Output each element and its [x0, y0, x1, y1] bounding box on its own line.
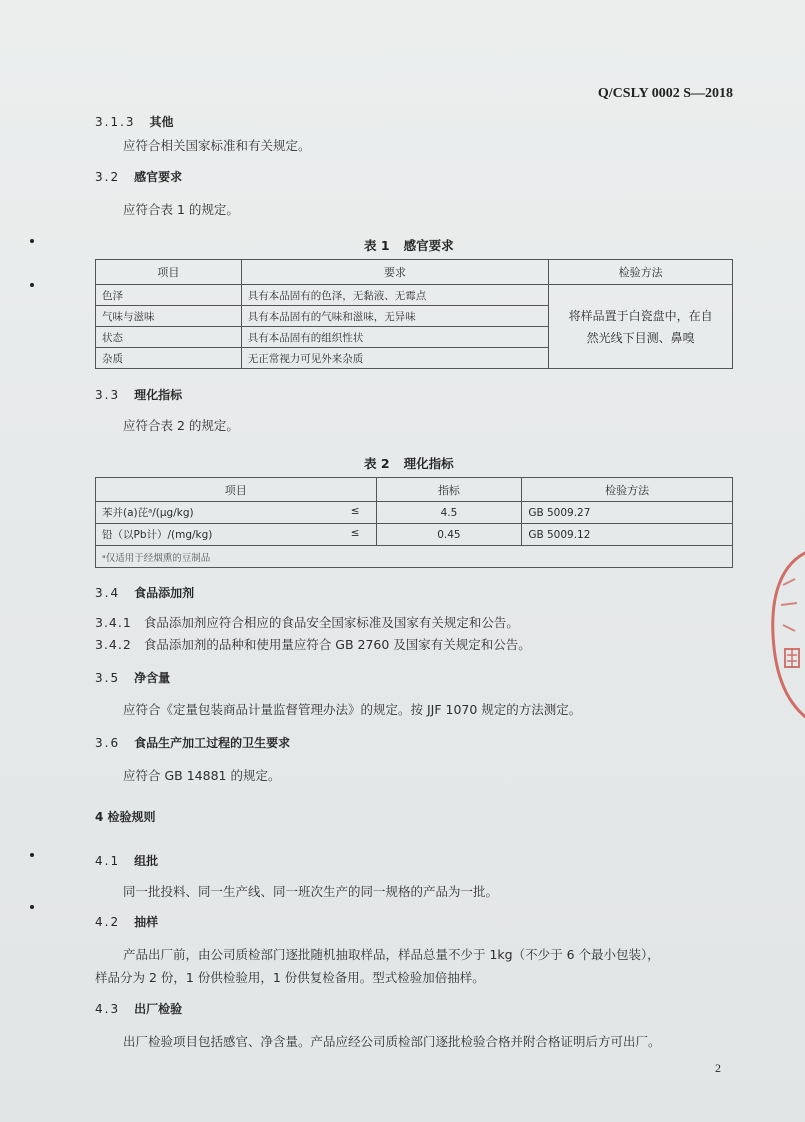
table1-caption — [364, 236, 454, 254]
binding-hole-mark — [30, 283, 34, 287]
heading-3-4 — [95, 584, 194, 601]
column-header: 要求 — [241, 260, 548, 285]
table1-caption-number: 表 1 — [364, 238, 390, 253]
table-cell-item: 状态 — [96, 327, 242, 348]
table-cell-requirement: 无正常视力可见外来杂质 — [241, 348, 548, 369]
section-number: 4.3 — [95, 1002, 121, 1016]
section-number: 4.1 — [95, 854, 121, 868]
section-number: 3.5 — [95, 671, 121, 685]
table-cell-item — [96, 502, 377, 524]
section-number: 3.4 — [95, 586, 121, 600]
physicochemical-table — [95, 477, 733, 568]
column-header: 指标 — [376, 478, 522, 502]
binding-hole-mark — [30, 239, 34, 243]
less-equal-symbol: ≤ — [350, 505, 360, 517]
heading-3-5 — [95, 669, 170, 686]
table-note-row — [96, 546, 733, 568]
paragraph-3-4-2 — [95, 635, 531, 653]
table-cell-item: 色泽 — [96, 285, 242, 306]
table-row — [96, 524, 733, 546]
paragraph-4-3: 出厂检验项目包括感官、净含量。产品应经公司质检部门逐批检验合格并附合格证明后方可出厂。 — [123, 1034, 661, 1049]
paragraph-3-4-1 — [95, 613, 519, 631]
section-title: 理化指标 — [134, 388, 183, 402]
method-text-line: 然光线下目测、鼻嗅 — [586, 330, 695, 345]
heading-4: 4 检验规则 — [95, 810, 156, 824]
heading-4-3 — [95, 1000, 182, 1017]
table-row — [96, 502, 733, 524]
table-cell-value: 0.45 — [376, 524, 522, 546]
red-seal-stamp — [761, 545, 805, 725]
heading-3-1-3 — [95, 113, 174, 130]
section-title: 净含量 — [134, 671, 171, 685]
table-cell-requirement: 具有本品固有的色泽，无黏液、无霉点 — [241, 285, 548, 306]
binding-hole-mark — [30, 905, 34, 909]
paragraph-3-6: 应符合 GB 14881 的规定。 — [123, 768, 281, 783]
document-code: Q/CSLY 0002 S—2018 — [597, 86, 733, 101]
method-text-line: 将样品置于白瓷盘中，在自 — [568, 308, 713, 323]
less-equal-symbol: ≤ — [350, 527, 360, 539]
paragraph-3-2: 应符合表 1 的规定。 — [123, 202, 239, 217]
table2-caption-number: 表 2 — [364, 456, 390, 471]
table2-caption — [364, 454, 454, 472]
section-title: 感官要求 — [134, 170, 183, 184]
section-title: 组批 — [134, 854, 159, 868]
column-header: 检验方法 — [549, 260, 733, 285]
paragraph-3-5: 应符合《定量包装商品计量监督管理办法》的规定。按 JJF 1070 规定的方法测定。 — [123, 702, 582, 717]
table-cell-method — [549, 285, 733, 369]
table-cell-item: 杂质 — [96, 348, 242, 369]
section-number: 3.2 — [95, 170, 121, 184]
table-cell-item: 气味与滋味 — [96, 306, 242, 327]
paragraph-4-1: 同一批投料、同一生产线、同一班次生产的同一规格的产品为一批。 — [123, 884, 499, 899]
paragraph-4-2-line2: 样品分为 2 份，1 份供检验用，1 份供复检备用。型式检验加倍抽样。 — [95, 970, 485, 985]
section-number: 3.4.2 — [95, 637, 132, 652]
sensory-requirements-table — [95, 259, 733, 369]
table-header-row — [96, 478, 733, 502]
section-number: 3.3 — [95, 388, 121, 402]
column-header: 项目 — [96, 478, 377, 502]
section-title: 抽样 — [134, 915, 159, 929]
section-number: 3.6 — [95, 736, 121, 750]
paragraph-3-3: 应符合表 2 的规定。 — [123, 418, 239, 433]
item-name: 苯并(a)芘ᵃ/(μg/kg) — [102, 507, 194, 519]
heading-3-2 — [95, 168, 182, 185]
section-number: 3.1.3 — [95, 115, 136, 129]
heading-4-1 — [95, 852, 158, 869]
section-title: 其他 — [149, 115, 174, 129]
paragraph-text: 食品添加剂应符合相应的食品安全国家标准及国家有关规定和公告。 — [143, 615, 519, 630]
table1-caption-title: 感官要求 — [403, 238, 454, 253]
table-cell-value: 4.5 — [376, 502, 522, 524]
paragraph-3-1-3: 应符合相关国家标准和有关规定。 — [123, 138, 311, 153]
table2-caption-title: 理化指标 — [403, 456, 454, 471]
column-header: 检验方法 — [522, 478, 733, 502]
paragraph-4-2-line1: 产品出厂前，由公司质检部门逐批随机抽取样品，样品总量不少于 1kg（不少于 6 个最小包装）， — [123, 947, 660, 962]
table-header-row — [96, 260, 733, 285]
heading-4-2 — [95, 913, 158, 930]
section-title: 食品添加剂 — [134, 586, 195, 600]
heading-3-6 — [95, 734, 290, 751]
page-number: 2 — [715, 1061, 721, 1075]
section-title: 食品生产加工过程的卫生要求 — [134, 736, 291, 750]
table-cell-method: GB 5009.12 — [522, 524, 733, 546]
section-number: 3.4.1 — [95, 615, 132, 630]
item-name: 铅（以Pb计）/(mg/kg) — [102, 529, 213, 541]
table-cell-method: GB 5009.27 — [522, 502, 733, 524]
column-header: 项目 — [96, 260, 242, 285]
table-cell-requirement: 具有本品固有的气味和滋味，无异味 — [241, 306, 548, 327]
section-number: 4.2 — [95, 915, 121, 929]
paragraph-text: 食品添加剂的品种和使用量应符合 GB 2760 及国家有关规定和公告。 — [143, 637, 531, 652]
section-title: 出厂检验 — [134, 1002, 183, 1016]
table-row — [96, 285, 733, 306]
heading-3-3 — [95, 386, 182, 403]
table-footnote: ᵃ仅适用于经烟熏的豆制品 — [96, 546, 733, 568]
binding-hole-mark — [30, 853, 34, 857]
table-cell-requirement: 具有本品固有的组织性状 — [241, 327, 548, 348]
table-cell-item — [96, 524, 377, 546]
